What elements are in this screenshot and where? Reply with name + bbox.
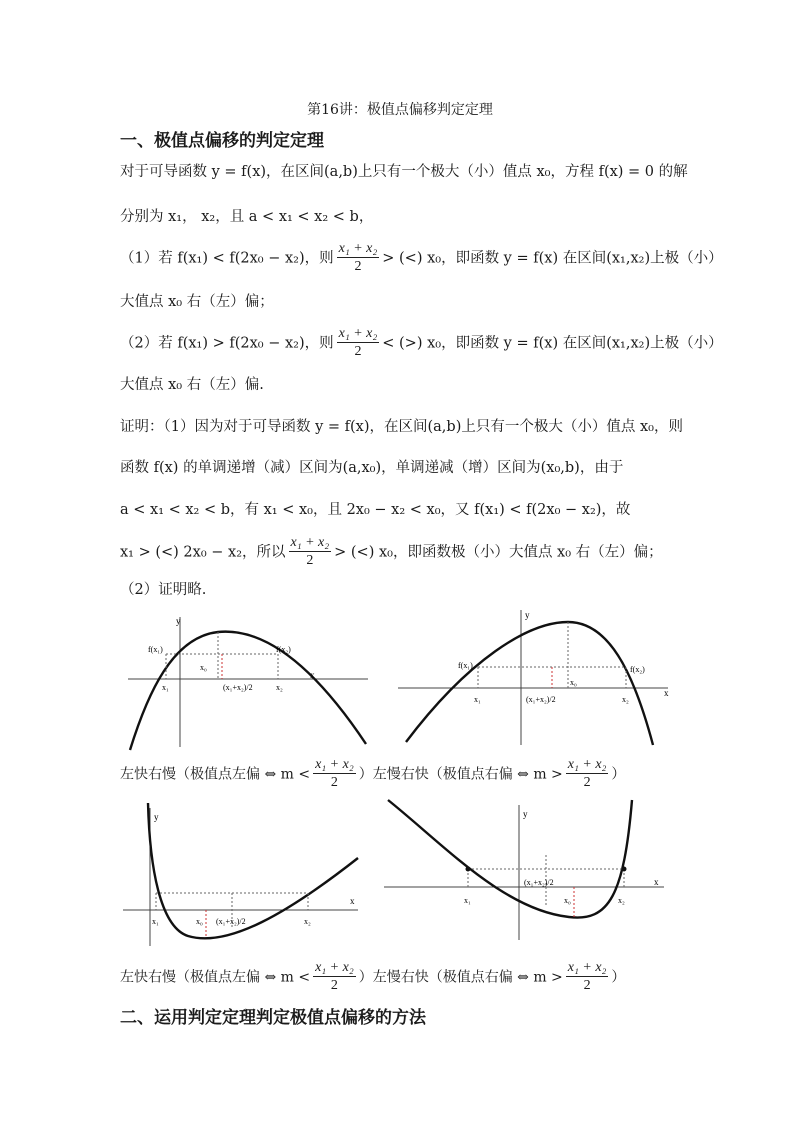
fraction-numerator: x₁ + x₂	[338, 241, 378, 256]
x0-label: x₀	[196, 917, 203, 926]
x-axis-label: x	[350, 896, 355, 906]
para-line-5	[120, 326, 723, 361]
midpoint-fraction	[313, 960, 356, 995]
midpoint-fraction	[566, 757, 609, 792]
graph-min-left	[118, 798, 368, 948]
para-line-1: 对于可导函数 y = f(x)，在区间(a,b)上只有一个极大（小）值点 x₀，方程 f(x) = 0 的解	[120, 164, 688, 180]
fraction-denominator: 2	[306, 553, 314, 568]
caption-close: ）	[611, 969, 626, 986]
condition-2-text: （2）若 f(x₁) > f(2x₀ − x₂)，则	[120, 335, 334, 352]
condition-1-text: （1）若 f(x₁) < f(2x₀ − x₂)，则	[120, 250, 334, 267]
fraction-denominator: 2	[330, 978, 338, 993]
proof-line-2: 函数 f(x) 的单调递增（减）区间为(a,x₀)，单调递减（增）区间为(x₀,b)，由于	[120, 460, 624, 476]
midpoint-label: (x₁+x₂)/2	[216, 917, 246, 926]
y-axis-label: y	[176, 616, 181, 626]
fraction-numerator: x₁ + x₂	[567, 960, 607, 975]
graph-max-left	[118, 612, 380, 752]
fraction-denominator: 2	[354, 344, 362, 359]
x-axis-label: x	[310, 670, 315, 680]
fraction-numerator: x₁ + x₂	[567, 757, 607, 772]
x1-label: x₁	[474, 695, 481, 704]
fx1-label: f(x₁)	[148, 645, 163, 654]
midpoint-label: (x₁+x₂)/2	[526, 695, 556, 704]
fx2-label: f(x₂)	[276, 645, 291, 654]
fraction-denominator: 2	[583, 775, 591, 790]
section-heading-1: 一、极值点偏移的判定定理	[120, 131, 324, 151]
fx2-label: f(x₂)	[630, 665, 645, 674]
midpoint-fraction	[313, 757, 356, 792]
midpoint-fraction	[337, 241, 380, 276]
fraction-numerator: x₁ + x₂	[290, 535, 330, 550]
midpoint-fraction	[337, 326, 380, 361]
conclusion-1-text: > (<) x₀，即函数 y = f(x) 在区间(x₁,x₂)上极（小）	[382, 250, 723, 267]
fraction-numerator: x₁ + x₂	[315, 960, 354, 975]
proof-line-1: 证明：（1）因为对于可导函数 y = f(x)，在区间(a,b)上只有一个极大（小）值点 x₀，则	[120, 419, 683, 435]
proof-text: x₁ > (<) 2x₀ − x₂，所以	[120, 544, 286, 561]
proof-line-5: （2）证明略.	[120, 582, 207, 598]
y-axis-label: y	[525, 610, 530, 620]
x1-label: x₁	[152, 917, 159, 926]
caption-row-2	[120, 960, 625, 995]
section-heading-2: 二、运用判定定理判定极值点偏移的方法	[120, 1008, 426, 1028]
x-axis-label: x	[654, 877, 659, 887]
conclusion-2-text: < (>) x₀，即函数 y = f(x) 在区间(x₁,x₂)上极（小）	[382, 335, 723, 352]
x0-label: x₀	[200, 663, 207, 672]
x1-label: x₁	[464, 896, 471, 905]
x2-label: x₂	[304, 917, 311, 926]
fx1-label: f(x₁)	[458, 661, 473, 670]
graph-max-right	[398, 600, 674, 750]
para-line-4: 大值点 x₀ 右（左）偏；	[120, 294, 274, 310]
proof-conclusion: > (<) x₀，即函数极（小）大值点 x₀ 右（左）偏；	[334, 544, 663, 561]
fraction-denominator: 2	[583, 978, 591, 993]
fraction-denominator: 2	[354, 259, 362, 274]
fraction-numerator: x₁ + x₂	[315, 757, 354, 772]
x2-label: x₂	[622, 695, 629, 704]
caption-left-slow: ）左慢右快（极值点右偏 ⇔ m >	[358, 766, 563, 783]
caption-close: ）	[611, 766, 626, 783]
caption-left-fast: 左快右慢（极值点左偏 ⇔ m <	[120, 766, 311, 783]
proof-line-3: a < x₁ < x₂ < b，有 x₁ < x₀，且 2x₀ − x₂ < x₀，又 f(x₁) < f(2x₀ − x₂)，故	[120, 502, 631, 518]
x0-label: x₀	[570, 678, 577, 687]
midpoint-label: (x₁+x₂)/2	[223, 683, 253, 692]
y-axis-label: y	[523, 809, 528, 819]
midpoint-label: (x₁+x₂)/2	[524, 878, 554, 887]
x2-label: x₂	[276, 683, 283, 692]
y-axis-label: y	[154, 812, 159, 822]
midpoint-fraction	[566, 960, 609, 995]
midpoint-fraction	[289, 535, 332, 570]
para-line-2: 分别为 x₁， x₂，且 a < x₁ < x₂ < b，	[120, 209, 374, 225]
graph-min-right	[384, 795, 674, 945]
caption-left-slow: ）左慢右快（极值点右偏 ⇔ m >	[358, 969, 563, 986]
para-line-3	[120, 241, 723, 276]
page-title: 第16讲：极值点偏移判定定理	[307, 102, 493, 118]
fraction-denominator: 2	[330, 775, 338, 790]
proof-line-4	[120, 535, 663, 570]
fraction-numerator: x₁ + x₂	[338, 326, 378, 341]
para-line-6: 大值点 x₀ 右（左）偏.	[120, 377, 264, 393]
caption-left-fast: 左快右慢（极值点左偏 ⇔ m <	[120, 969, 311, 986]
caption-row-1	[120, 757, 625, 792]
x1-label: x₁	[162, 683, 169, 692]
x-axis-label: x	[664, 688, 669, 698]
x0-label: x₀	[564, 896, 571, 905]
x2-label: x₂	[618, 896, 625, 905]
